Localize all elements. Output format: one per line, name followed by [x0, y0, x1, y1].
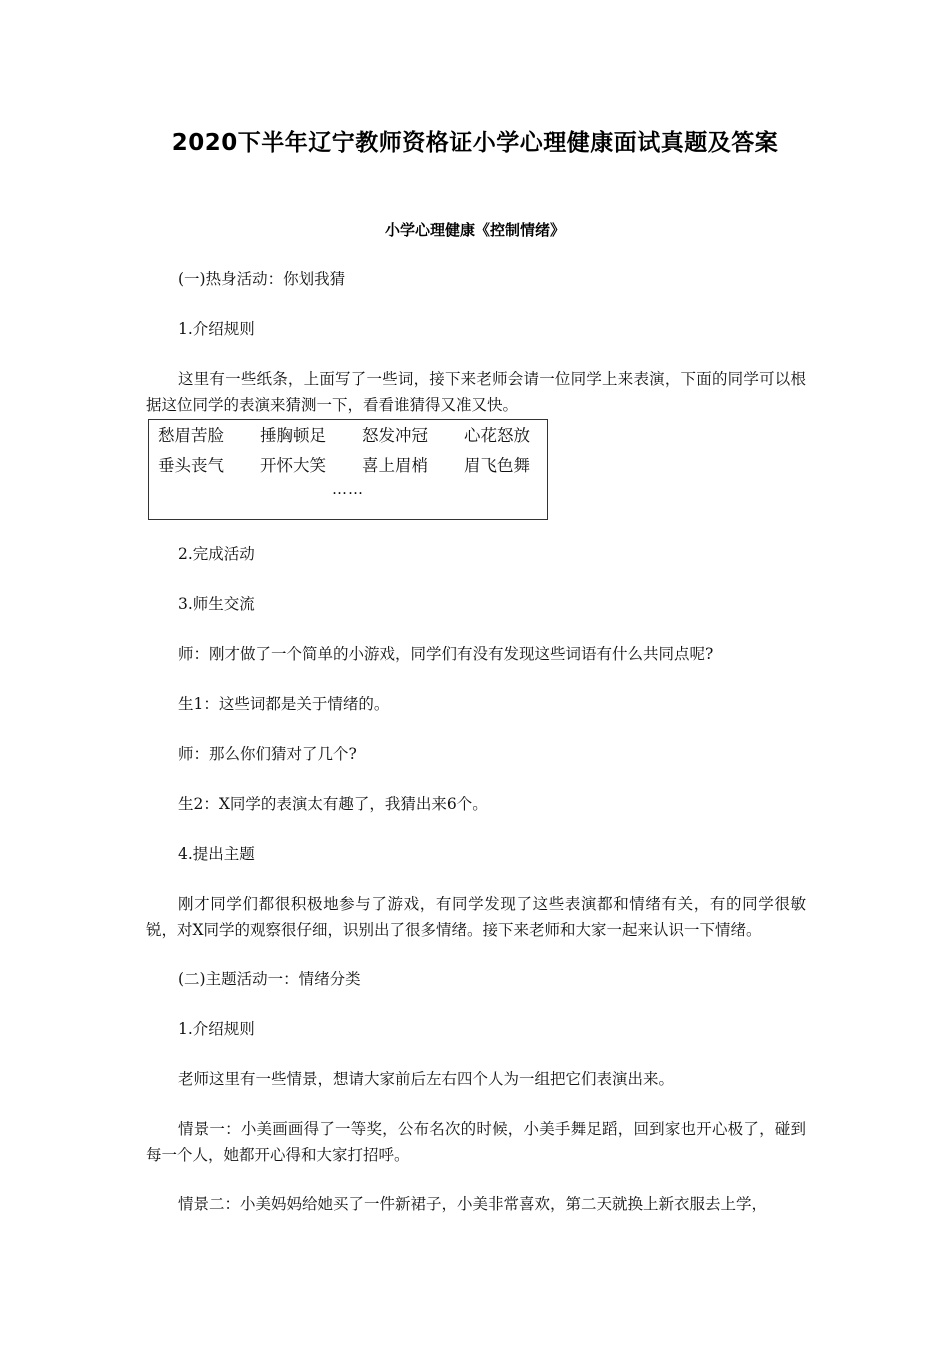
step-heading: 4.提出主题 [178, 845, 255, 863]
ellipsis: …… [332, 480, 364, 498]
word-slip: 怒发冲冠 [362, 426, 428, 445]
section-heading-activity: (二)主题活动一：情绪分类 [178, 970, 361, 988]
word-slip: 愁眉苦脸 [158, 426, 224, 445]
rules-paragraph: 这里有一些纸条，上面写了一些词，接下来老师会请一位同学上来表演，下面的同学可以根据这位同学的表演来猜测一下，看看谁猜得又准又快。 [146, 370, 806, 414]
dialog-line: 生2：X同学的表演太有趣了，我猜出来6个。 [178, 795, 488, 813]
word-slip: 开怀大笑 [260, 456, 326, 475]
word-slip: 喜上眉梢 [362, 456, 428, 475]
document-title: 2020下半年辽宁教师资格证小学心理健康面试真题及答案 [171, 130, 779, 156]
scene-paragraph: 情景一：小美画画得了一等奖，公布名次的时候，小美手舞足蹈，回到家也开心极了，碰到每一个人，她都开心得和大家打招呼。 [146, 1120, 806, 1164]
dialog-line: 师：刚才做了一个简单的小游戏，同学们有没有发现这些词语有什么共同点呢? [178, 645, 714, 663]
word-slip: 垂头丧气 [158, 456, 224, 475]
word-slip: 捶胸顿足 [260, 426, 326, 445]
step-heading: 3.师生交流 [178, 595, 255, 613]
dialog-line: 生1：这些词都是关于情绪的。 [178, 695, 390, 713]
section-heading-warmup: (一)热身活动：你划我猜 [178, 270, 346, 288]
scene-paragraph: 情景二：小美妈妈给她买了一件新裙子，小美非常喜欢，第二天就换上新衣服去上学， [178, 1195, 768, 1213]
dialog-line: 师：那么你们猜对了几个? [178, 745, 357, 763]
word-slips-box [148, 419, 548, 520]
lesson-subtitle: 小学心理健康《控制情绪》 [384, 221, 565, 239]
theme-paragraph: 刚才同学们都很积极地参与了游戏，有同学发现了这些表演都和情绪有关，有的同学很敏锐，对X同学的观察很仔细，识别出了很多情绪。接下来老师和大家一起来认识一下情绪。 [146, 895, 806, 939]
word-slip: 眉飞色舞 [464, 456, 530, 475]
step-heading: 1.介绍规则 [178, 320, 255, 338]
rules-paragraph: 老师这里有一些情景，想请大家前后左右四个人为一组把它们表演出来。 [178, 1070, 675, 1088]
step-heading: 1.介绍规则 [178, 1020, 255, 1038]
step-heading: 2.完成活动 [178, 545, 255, 563]
word-slip: 心花怒放 [464, 426, 530, 445]
